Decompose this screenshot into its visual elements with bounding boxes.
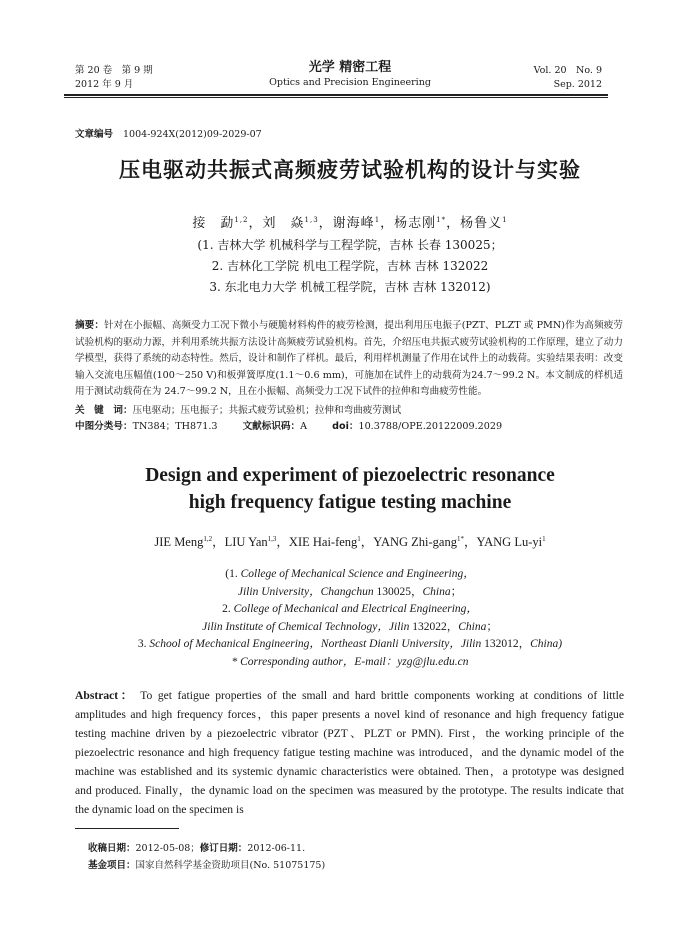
classification-line: [75, 418, 524, 432]
affil-en-3-num: 2.: [222, 603, 234, 615]
author-en-2: ，LIU Yan: [212, 535, 268, 549]
affiliation-cn-3: 3. 东北电力大学 机械工程学院，吉林 吉林 132012): [209, 280, 491, 294]
title-en-line-1: Design and experiment of piezoelectric resonance: [145, 465, 555, 486]
author-en-1-sup: 1,2: [203, 535, 213, 543]
author-en-3: ，XIE Hai-feng: [276, 535, 358, 549]
affil-en-4-zip: 132022，: [409, 620, 459, 633]
doi-value: 10.3788/OPE.20122009.2029: [358, 421, 503, 432]
author-en-4-sup: 1*: [456, 535, 464, 543]
affil-en-2-country: China: [422, 585, 451, 598]
author-cn-4-sup: 1*: [436, 216, 447, 224]
affil-en-5-zip: 132012，: [481, 638, 531, 650]
header-right: [534, 64, 602, 92]
doc-code-label: 文献标识码：: [242, 421, 301, 432]
author-en-5: ，YANG Lu-yi: [463, 535, 543, 549]
affil-en-3-college: College of Mechanical and Electrical Engineering，: [233, 603, 478, 615]
author-cn-4: ，杨志刚: [380, 216, 437, 231]
clc-value: TN384；TH871.3: [132, 421, 218, 432]
article-number-label: 文章编号: [75, 129, 114, 140]
keywords-cn-text: 压电驱动；压电振子；共振式疲劳试验机；拉伸和弯曲疲劳测试: [132, 405, 402, 416]
affiliation-en-line-6: [0, 654, 700, 672]
affil-en-2-zip: 130025，: [373, 585, 423, 598]
fund-text: 国家自然科学基金资助项目(No. 51075175): [135, 860, 326, 871]
affil-en-5-school: School of Mechanical Engineering，Northeast Dianli University，Jilin: [149, 638, 482, 650]
received-label: 收稿日期：: [88, 843, 136, 854]
affil-en-2-univ: Jilin University，Changchun: [237, 585, 374, 598]
title-en: [0, 462, 700, 516]
author-en-1: JIE Meng: [154, 535, 204, 549]
header-date-cn: 2012 年 9 月: [75, 79, 134, 90]
title-en-line-2: high frequency fatigue testing machine: [188, 492, 512, 513]
header-volume-en: Vol. 20 No. 9: [533, 65, 602, 76]
author-en-4: ，YANG Zhi-gang: [360, 535, 457, 549]
author-cn-3: ，谢海峰: [318, 216, 375, 231]
clc-number: [75, 421, 218, 432]
author-en-5-sup: 1: [542, 535, 546, 543]
author-cn-5-sup: 1: [502, 216, 508, 224]
author-cn-1: 接 勐: [192, 216, 235, 231]
doc-code-value: A: [300, 421, 308, 432]
clc-label: 中图分类号：: [75, 421, 133, 432]
article-number: [75, 126, 262, 140]
footnote-fund: [88, 857, 325, 874]
journal-name-cn: 光学 精密工程: [308, 60, 392, 75]
doi-label: doi：: [332, 421, 359, 432]
document-code: [243, 421, 308, 432]
keywords-cn-label: 关 键 词：: [75, 405, 133, 416]
affiliation-cn-1: (1. 吉林大学 机械科学与工程学院，吉林 长春 130025；: [197, 238, 503, 252]
abstract-cn-label: 摘要：: [75, 320, 105, 331]
affil-en-1-college: College of Mechanical Science and Engineering，: [240, 568, 475, 580]
footnote-dates: [88, 840, 325, 857]
authors-cn: [0, 212, 700, 231]
abstract-en: [75, 686, 624, 819]
affil-en-4-inst: Jilin Institute of Chemical Technology，Jilin: [202, 620, 410, 633]
received-date: 2012-05-08；: [135, 843, 200, 854]
affil-en-1-num: (1.: [225, 568, 241, 580]
footnote-rule: [75, 828, 179, 829]
corresponding-author: * Corresponding author，E-mail：yzg@jlu.edu.cn: [231, 655, 469, 668]
author-cn-3-sup: 1: [374, 216, 381, 224]
keywords-cn: [75, 402, 401, 416]
authors-en: [0, 532, 700, 550]
affil-en-5-num: 3.: [137, 638, 150, 650]
article-number-value: 1004-924X(2012)09-2029-07: [123, 129, 262, 140]
footnotes: [88, 840, 325, 874]
author-cn-5: ，杨鲁义: [446, 216, 503, 231]
fund-label: 基金项目：: [88, 860, 136, 871]
affiliation-en-line-5: [0, 636, 700, 654]
affil-en-4-country: China: [458, 620, 487, 633]
author-cn-1-sup: 1,2: [234, 216, 249, 224]
abstract-en-text: To get fatigue properties of the small and hard brittle components working at conditions of little amplitudes and high frequency forces，this paper presents a novel kind of resonance and high frequency fatigue testing machine driven by a piezoelectric vibrator (PZT、PLZT or PMN). First，the working principle of the piezoelectric resonance and high frequency fatigue testing machine was introduced，and the dynamic model of the machine was established and its systemic dynamic characteristics were obtained. Then，a prototype was designed and produced. Finally，the dynamic load on the specimen was measured by the prototype. The results indicate that the dynamic load on the specimen is: [75, 689, 624, 816]
affiliation-en-line-3: [0, 601, 700, 619]
author-en-3-sup: 1: [357, 535, 361, 543]
abstract-cn: [75, 318, 623, 401]
revised-label: 修订日期：: [199, 843, 248, 854]
header-rule-thick: [64, 94, 608, 96]
abstract-en-label: Abstract：: [75, 689, 135, 702]
affil-en-5-country: China): [530, 638, 563, 650]
affiliation-en-line-1: [0, 566, 700, 584]
author-cn-2-sup: 1,3: [304, 216, 319, 224]
doi: [332, 421, 502, 432]
affiliation-en-line-2: Jilin University，Changchun 130025，China；: [237, 585, 463, 598]
author-en-2-sup: 1,3: [267, 535, 277, 543]
header-rule-thin: [64, 97, 608, 98]
abstract-cn-text: 针对在小振幅、高频受力工况下微小与硬脆材料构件的疲劳检测，提出利用压电振子(PZT、PLZT 或 PMN)作为高频疲劳试验机构的驱动力源，并利用系统共振方法设计高频疲劳试验机构。首先，介绍压电共振式疲劳试验机构的工作原理，建立了动力学模型，获得了系统的动态特性。然后，设计和制作了样机。最后，利用样机测量了作用在试件上的动载荷。实验结果表明：改变输入交流电压幅值(100～250 V)和板弹簧厚度(1.1～0.6 mm)，可施加在试件上的动载荷为24.7～99.2 N。本文制成的样机适用于测试动载荷在为 24.7～99.2 N，且在小振幅、高频受力工况下试件的拉伸和弯曲疲劳性能。: [75, 320, 624, 397]
title-cn: 压电驱动共振式高频疲劳试验机构的设计与实验: [119, 158, 581, 182]
affiliation-cn-2: 2. 吉林化工学院 机电工程学院，吉林 吉林 132022: [211, 259, 489, 273]
affiliation-en-line-4: Jilin Institute of Chemical Technology，Jilin 132022，China；: [202, 620, 498, 633]
header-date-en: Sep. 2012: [553, 79, 602, 90]
journal-name-en: Optics and Precision Engineering: [269, 77, 431, 88]
header-volume-cn: 第 20 卷 第 9 期: [75, 65, 153, 76]
affiliations-en: [0, 566, 700, 671]
revised-date: 2012-06-11.: [247, 843, 306, 854]
author-cn-2: ，刘 焱: [248, 216, 305, 231]
